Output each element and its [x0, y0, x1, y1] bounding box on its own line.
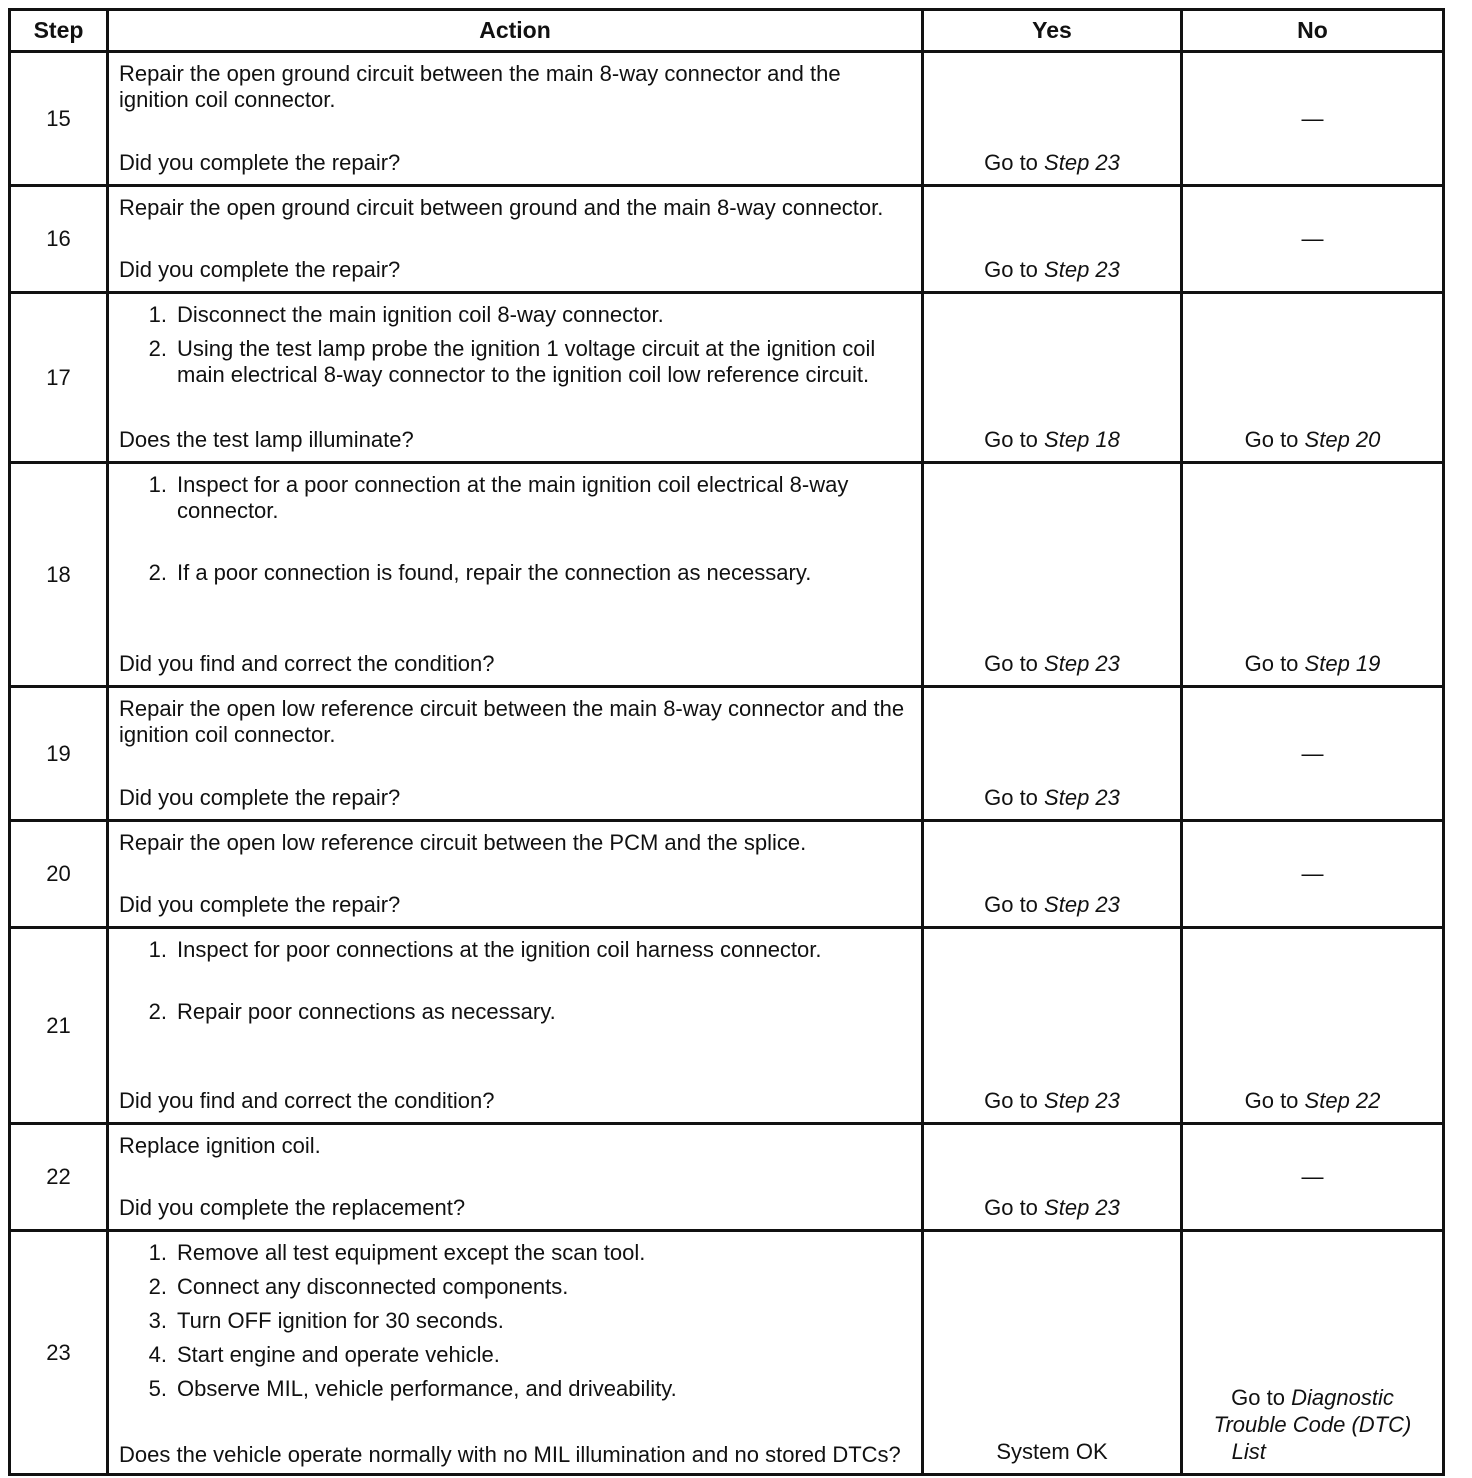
- table-header: [11, 11, 1442, 53]
- list-item: [119, 999, 907, 1025]
- yes-cell: [924, 1232, 1183, 1473]
- yes-step-link[interactable]: Step 23: [1044, 1088, 1120, 1113]
- action-text: Repair the open ground circuit between the main 8-way connector and the ignition coil connector.: [119, 61, 841, 112]
- item-number: 1.: [148, 472, 167, 497]
- yes-cell[interactable]: [924, 464, 1183, 685]
- action-cell: [109, 464, 924, 685]
- table-row: [11, 1232, 1442, 1473]
- header-no: No: [1297, 17, 1328, 43]
- item-text: Remove all test equipment except the scan tool.: [177, 1240, 646, 1265]
- action-text: Repair the open low reference circuit between the PCM and the splice.: [119, 830, 807, 855]
- action-question: Did you complete the repair?: [119, 257, 401, 282]
- item-text: Start engine and operate vehicle.: [177, 1342, 500, 1367]
- yes-cell[interactable]: [924, 688, 1183, 819]
- yes-cell[interactable]: [924, 294, 1183, 461]
- item-number: 1.: [148, 302, 167, 327]
- step-number: 20: [11, 822, 109, 926]
- yes-prefix: Go to: [984, 257, 1038, 282]
- no-cell[interactable]: [1183, 464, 1442, 685]
- no-cell[interactable]: [1183, 294, 1442, 461]
- no-prefix: Go to: [1231, 1385, 1285, 1410]
- no-link-line2: Trouble Code (DTC): [1213, 1412, 1412, 1437]
- item-text: Observe MIL, vehicle performance, and driveability.: [177, 1376, 677, 1401]
- yes-step-link[interactable]: Step 23: [1044, 651, 1120, 676]
- item-text: Repair poor connections as necessary.: [177, 999, 556, 1024]
- table-row: [11, 187, 1442, 294]
- action-question: Does the test lamp illuminate?: [119, 427, 414, 452]
- action-cell: [109, 929, 924, 1122]
- table-row: [11, 688, 1442, 822]
- list-item: [119, 560, 907, 586]
- dtc-list-link[interactable]: [1214, 1384, 1412, 1465]
- no-step-link[interactable]: Step 20: [1304, 427, 1381, 452]
- header-yes: Yes: [924, 11, 1183, 50]
- list-item: [119, 1240, 907, 1266]
- action-list: [119, 1240, 907, 1402]
- yes-prefix: Go to: [984, 785, 1038, 810]
- step-number: 22: [11, 1125, 109, 1229]
- no-cell: —: [1301, 1164, 1324, 1189]
- yes-prefix: Go to: [984, 651, 1038, 676]
- yes-step-link[interactable]: Step 23: [1044, 257, 1120, 282]
- action-question: Did you complete the repair?: [119, 150, 401, 175]
- item-text: If a poor connection is found, repair the connection as necessary.: [177, 560, 812, 585]
- action-question: Did you complete the replacement?: [119, 1195, 466, 1220]
- header-action: Action: [109, 11, 924, 50]
- yes-cell[interactable]: [924, 53, 1183, 184]
- diagnostic-table: [8, 8, 1445, 1476]
- action-question: Did you find and correct the condition?: [119, 651, 495, 676]
- action-cell: [109, 1125, 924, 1229]
- action-text: Repair the open low reference circuit between the main 8-way connector and the ignition coil connector.: [119, 696, 905, 747]
- action-text: Replace ignition coil.: [119, 1133, 321, 1158]
- action-cell: [109, 822, 924, 926]
- no-step-link[interactable]: Step 19: [1304, 651, 1381, 676]
- item-number: 2.: [148, 336, 167, 361]
- action-list: [119, 472, 907, 622]
- yes-step-link[interactable]: Step 23: [1044, 1195, 1120, 1220]
- action-cell: [109, 294, 924, 461]
- action-question: Did you find and correct the condition?: [119, 1088, 495, 1113]
- list-item: [119, 937, 907, 963]
- table-row: [11, 822, 1442, 929]
- system-ok-text: System OK: [996, 1439, 1108, 1464]
- action-cell: [109, 187, 924, 291]
- table-row: [11, 294, 1442, 464]
- action-cell: [109, 1232, 924, 1473]
- yes-prefix: Go to: [984, 150, 1038, 175]
- item-text: Turn OFF ignition for 30 seconds.: [177, 1308, 504, 1333]
- no-prefix: Go to: [1244, 1088, 1299, 1113]
- yes-step-link[interactable]: Step 23: [1044, 150, 1120, 175]
- yes-step-link[interactable]: Step 23: [1044, 785, 1120, 810]
- no-prefix: Go to: [1244, 651, 1299, 676]
- table-row: [11, 929, 1442, 1125]
- action-question: Does the vehicle operate normally with no MIL illumination and no stored DTCs?: [119, 1442, 901, 1467]
- action-question: Did you complete the repair?: [119, 785, 401, 810]
- item-number: 1.: [148, 937, 167, 962]
- item-number: 5.: [148, 1376, 167, 1401]
- item-number: 2.: [148, 560, 167, 585]
- yes-cell[interactable]: [924, 1125, 1183, 1229]
- yes-cell[interactable]: [924, 187, 1183, 291]
- item-number: 4.: [148, 1342, 167, 1367]
- no-link-line3: List: [1231, 1439, 1266, 1464]
- action-list: [119, 937, 907, 1061]
- step-number: 23: [11, 1232, 109, 1473]
- action-list: [119, 302, 907, 396]
- step-number: 16: [11, 187, 109, 291]
- list-item: [119, 336, 907, 388]
- yes-cell[interactable]: [924, 822, 1183, 926]
- list-item: [119, 302, 907, 328]
- item-number: 2.: [148, 1274, 167, 1299]
- table-row: [11, 1125, 1442, 1232]
- no-step-link[interactable]: Step 22: [1304, 1088, 1381, 1113]
- list-item: [119, 1308, 907, 1334]
- item-number: 3.: [148, 1308, 167, 1333]
- table-row: [11, 53, 1442, 187]
- table-row: [11, 464, 1442, 688]
- step-number: 17: [11, 294, 109, 461]
- action-question: Did you complete the repair?: [119, 892, 401, 917]
- step-number: 18: [11, 464, 109, 685]
- yes-prefix: Go to: [984, 1088, 1038, 1113]
- item-text: Inspect for a poor connection at the main ignition coil electrical 8-way connector.: [177, 472, 849, 523]
- item-text: Connect any disconnected components.: [177, 1274, 569, 1299]
- item-text: Inspect for poor connections at the ignition coil harness connector.: [177, 937, 822, 962]
- action-cell: [109, 53, 924, 184]
- yes-prefix: Go to: [984, 427, 1038, 452]
- list-item: [119, 1274, 907, 1300]
- no-cell[interactable]: [1183, 929, 1442, 1122]
- item-text: Using the test lamp probe the ignition 1 voltage circuit at the ignition coil main electrical 8-way connector to the ignition coil low reference circuit.: [177, 336, 876, 387]
- no-cell: —: [1301, 105, 1324, 131]
- step-number: 19: [11, 688, 109, 819]
- yes-cell[interactable]: [924, 929, 1183, 1122]
- header-step: Step: [11, 11, 109, 50]
- no-cell: —: [1301, 740, 1324, 766]
- step-number: 15: [11, 53, 109, 184]
- yes-step-link[interactable]: Step 18: [1044, 427, 1120, 452]
- no-cell: —: [1301, 861, 1324, 886]
- list-item: [119, 472, 907, 524]
- item-number: 2.: [148, 999, 167, 1024]
- action-text: Repair the open ground circuit between ground and the main 8-way connector.: [119, 195, 884, 220]
- no-link-line1: Diagnostic: [1291, 1385, 1394, 1410]
- no-cell[interactable]: [1183, 1232, 1442, 1473]
- no-cell: —: [1301, 226, 1324, 251]
- yes-step-link[interactable]: Step 23: [1044, 892, 1120, 917]
- yes-prefix: Go to: [984, 892, 1038, 917]
- item-number: 1.: [148, 1240, 167, 1265]
- list-item: [119, 1376, 907, 1402]
- step-number: 21: [11, 929, 109, 1122]
- no-prefix: Go to: [1244, 427, 1299, 452]
- yes-prefix: Go to: [984, 1195, 1038, 1220]
- list-item: [119, 1342, 907, 1368]
- action-cell: [109, 688, 924, 819]
- item-text: Disconnect the main ignition coil 8-way connector.: [177, 302, 664, 327]
